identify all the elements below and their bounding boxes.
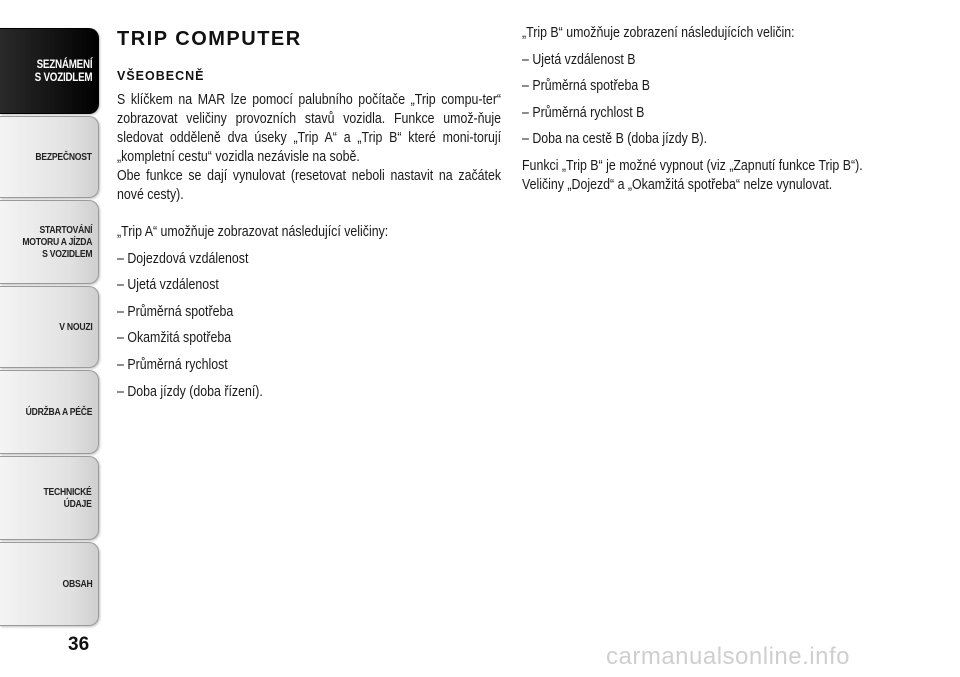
tab-seznameni-s-vozidlem[interactable] xyxy=(0,28,99,114)
section-subtitle: VŠEOBECNĚ xyxy=(117,69,205,83)
tab-bezpecnost[interactable] xyxy=(0,116,99,198)
trip-b-intro: „Trip B“ umožňuje zobrazení následujících veličin: xyxy=(522,25,795,41)
tab-label: ÚDRŽBA A PÉČE xyxy=(25,406,92,418)
tab-udrzba-a-pece[interactable] xyxy=(0,370,99,454)
watermark: carmanualsonline.info xyxy=(606,643,850,670)
trip-a-list xyxy=(117,250,502,402)
page-title: TRIP COMPUTER xyxy=(117,28,302,50)
tab-startovani[interactable] xyxy=(0,200,99,284)
tab-label: STARTOVÁNÍ MOTORU A JÍZDA S VOZIDLEM xyxy=(22,224,92,260)
right-column xyxy=(522,24,917,203)
tab-label: SEZNÁMENÍ S VOZIDLEM xyxy=(34,57,92,84)
trip-a-intro: „Trip A“ umožňuje zobrazovat následující veličiny: xyxy=(117,224,389,240)
list-item: – Průměrná rychlost xyxy=(117,356,228,373)
left-column xyxy=(117,24,502,409)
tab-label: BEZPEČNOST xyxy=(35,151,92,163)
list-item: – Ujetá vzdálenost B xyxy=(522,51,636,68)
trip-b-note: Funkci „Trip B“ je možné vypnout (viz „Zapnutí funkce Trip B“). xyxy=(522,157,863,174)
tab-technicke-udaje[interactable] xyxy=(0,456,99,540)
list-item: – Průměrná rychlost B xyxy=(522,104,645,121)
tab-obsah[interactable] xyxy=(0,542,99,626)
list-item: – Okamžitá spotřeba xyxy=(117,330,232,347)
page-number: 36 xyxy=(68,634,90,655)
list-item: – Doba jízdy (doba řízení). xyxy=(117,383,263,400)
list-item: – Průměrná spotřeba xyxy=(117,303,234,320)
tab-label: OBSAH xyxy=(62,578,92,590)
list-item: – Ujetá vzdálenost xyxy=(117,277,219,294)
reset-paragraph: Obe funkce se dají vynulovat (resetovat neboli nastavit na začátek nové cesty). xyxy=(117,168,502,203)
tab-v-nouzi[interactable] xyxy=(0,286,99,368)
list-item: – Průměrná spotřeba B xyxy=(522,78,650,95)
tab-label: V NOUZI xyxy=(58,321,92,333)
tab-label: TECHNICKÉ ÚDAJE xyxy=(43,486,92,510)
reset-note: Veličiny „Dojezd“ a „Okamžitá spotřeba“ nelze vynulovat. xyxy=(522,176,833,193)
list-item: – Dojezdová vzdálenost xyxy=(117,250,249,267)
trip-b-list xyxy=(522,51,917,150)
intro-paragraph: S klíčkem na MAR lze pomocí palubního počítače „Trip compu-ter“ zobrazovat veličiny provozních stavů vozidla. Funkce umož-ňuje sledovat odděleně dva úseky „Trip A“ a „Trip B“ které moni-torují „kompletní cestu“ vozidla nezávisle na sobě. xyxy=(117,92,502,165)
list-item: – Doba na cestě B (doba jízdy B). xyxy=(522,131,708,148)
